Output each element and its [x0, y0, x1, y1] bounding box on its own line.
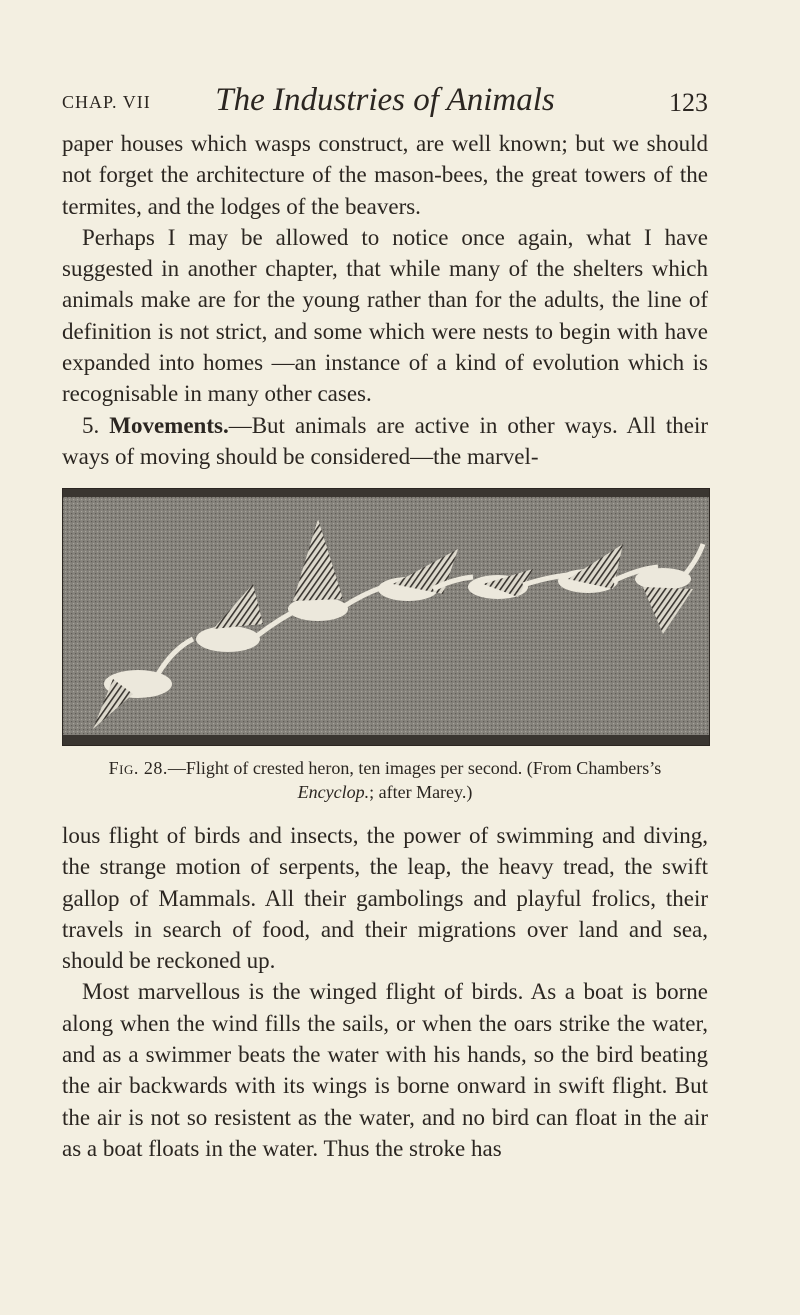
figure-label: Fig. 28. [108, 758, 168, 778]
caption-source-rest: ; after Marey.) [369, 782, 473, 802]
page-number: 123 [669, 88, 708, 117]
heron-engraving [63, 489, 709, 745]
body-text-top [62, 128, 708, 472]
running-title: The Industries of Animals [215, 82, 555, 118]
body-text-bottom [62, 820, 708, 1164]
paragraph: paper houses which wasps construct, are well known; but we should not forget the architecture of the mason-bees, the great towers of the termites, and the lodges of the beavers. [62, 131, 708, 219]
section-text: —But animals are active in other ways. All their ways of moving should be considered—the marvel- [62, 412, 709, 469]
caption-source-title: Encyclop. [297, 782, 370, 802]
paragraph: Most marvellous is the winged flight of birds. As a boat is borne along when the wind fills the sails, or when the oars strike the water, and as a swimmer beats the water with his hands, so the bird beating the air backwards with its wings is borne onward in swift flight. But the air is not so resistent as the water, and no bird can float in the air as a boat floats in the water. Thus the stroke has [62, 979, 708, 1161]
section-heading: Movements. [109, 412, 229, 438]
running-header [62, 78, 708, 122]
section-paragraph [62, 410, 708, 473]
caption-text: —Flight of crested heron, ten images per second. (From Chambers’s [167, 758, 662, 778]
section-number: 5. [82, 412, 100, 438]
figure-caption [62, 756, 708, 804]
paragraph: Perhaps I may be allowed to notice once again, what I have suggested in another chapter, that while many of the shelters which animals make are for the young rather than for the adults, the line of definition is not strict, and some which were nests to begin with have expanded into homes —an instance of a kind of evolution which is recognisable in many other cases. [62, 224, 708, 407]
caption-line-2 [62, 780, 708, 804]
paragraph: lous flight of birds and insects, the power of swimming and diving, the strange motion of serpents, the leap, the heavy tread, the swift gallop of Mammals. All their gambolings and playful frolics, their travels in search of food, and their migrations over land and sea, should be reckoned up. [62, 823, 708, 974]
heron-flight-illustration [62, 488, 710, 746]
chapter-label: CHAP. VII [62, 92, 151, 112]
caption-line-1 [62, 756, 708, 780]
